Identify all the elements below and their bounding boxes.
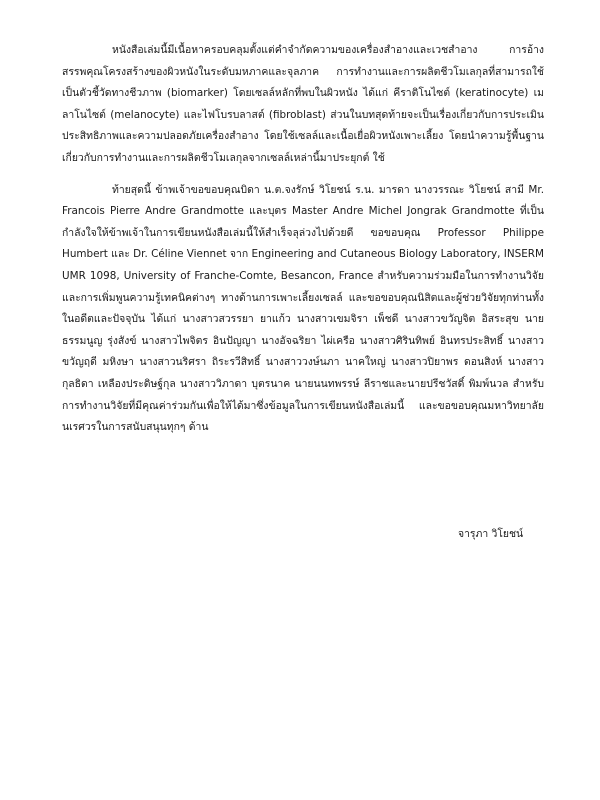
author-signature: จารุภา วิโยชน์ xyxy=(458,528,524,540)
paragraph-scope: หนังสือเล่มนี้มีเนื้อหาครอบคลุมตั้งแต่คำจำกัดความของเครื่องสำอางและเวชสำอาง การอ้างสรรพคุณโครงสร้างของผิวหนังในระดับมหภาคและจุลภาค การทำงานและการผลิตชีวโมเลกุลที่สามารถใช้เป็นตัวชี้วัดทางชีวภาพ (biomarker) โดยเซลล์หลักที่พบในผิวหนัง ได้แก่ คีราติโนไซต์ (keratinocyte) เมลาโนไซต์ (melanocyte) และไฟโบรบลาสต์ (fibroblast) ส่วนในบทสุดท้ายจะเป็นเรื่องเกี่ยวกับการประเมินประสิทธิภาพและความปลอดภัยเครื่องสำอาง โดยใช้เซลล์และเนื้อเยื่อผิวหนังเพาะเลี้ยง โดยนำความรู้พื้นฐานเกี่ยวกับการทำงานและการผลิตชีวโมเลกุลจากเซลล์เหล่านี้มาประยุกต์ ใช้ xyxy=(62,44,544,164)
body-text xyxy=(62,40,544,439)
paragraph-acknowledgements: ท้ายสุดนี้ ข้าพเจ้าขอขอบคุณบิดา น.ต.จงรักษ์ วิโยชน์ ร.น. มารดา นางวรรณะ วิโยชน์ สามี Mr. Francois Pierre Andre Grandmotte และบุตร Master Andre Michel Jongrak Grandmotte ที่เป็นกำลังใจให้ข้าพเจ้าในการเขียนหนังสือเล่มนี้ให้สำเร็จลุล่วงไปด้วยดี ขอขอบคุณ Professor Philippe Humbert และ Dr. Céline Viennet จาก Engineering and Cutaneous Biology Laboratory, INSERM UMR 1098, University of Franche-Comte, Besancon, France สำหรับความร่วมมือในการทำงานวิจัยและการเพิ่มพูนความรู้เทคนิคต่างๆ ทางด้านการเพาะเลี้ยงเซลล์ และขอขอบคุณนิสิตและผู้ช่วยวิจัยทุกท่านทั้งในอดีตและปัจจุบัน ได้แก่ นางสาวสวรรยา ยาแก้ว นางสาวเขมจิรา เพ็ชดี นางสาวขวัญจิต อิสระสุข นายธรรมนูญ รุ่งสังข์ นางสาวไพจิตร อินปัญญา นางอัจฉริยา ไผ่เครือ นางสาวศิรินทิพย์ อินทรประสิทธิ์ นางสาวขวัญฤดี มหิงษา นางสาวนริศรา ถิระรวีสิทธิ์ นางสาววงษ์นภา นาคใหญ่ นางสาวปิยาพร ดอนสิงห์ นางสาวกุลธิดา เหลืองประดิษฐ์กุล นางสาววิภาดา บุตรนาค นายนนทพรรษ์ ลีราชและนายปรีชวัสดิ์ พิมพ์นวล สำหรับการทำงานวิจัยที่มีคุณค่าร่วมกันเพื่อให้ได้มาซึ่งข้อมูลในการเขียนหนังสือเล่มนี้ และขอขอบคุณมหาวิทยาลัยนเรศวรในการสนับสนุนทุกๆ ด้าน xyxy=(62,183,544,434)
